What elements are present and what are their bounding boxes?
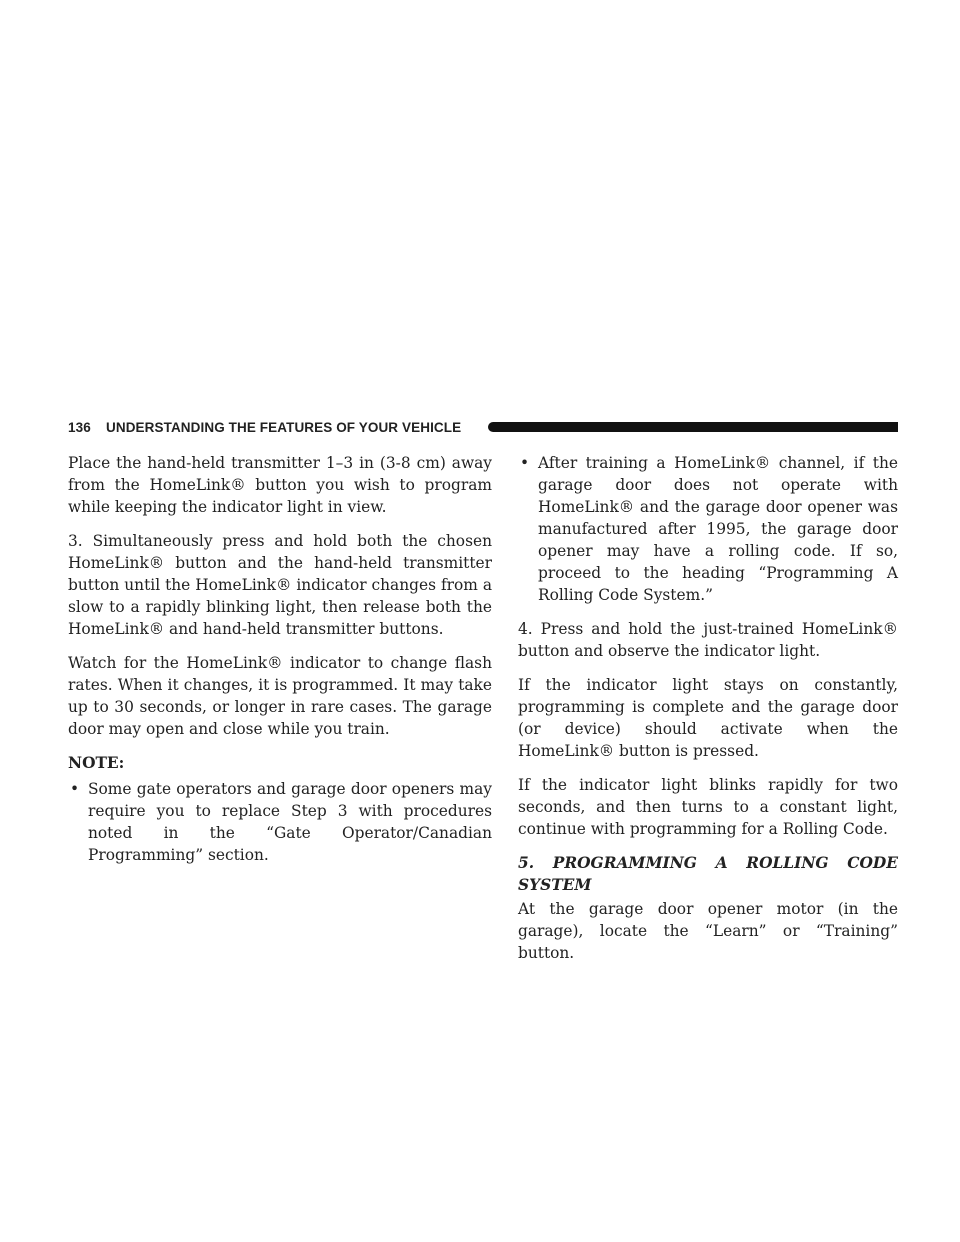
paragraph-step-3: 3. Simultaneously press and hold both the chosen HomeLink® button and the hand-held transmitter button until the HomeLink® indicator changes from a slow to a rapidly blinking light, then release both the HomeLink® and hand-held transmitter buttons. <box>68 532 492 638</box>
paragraph-transmitter-placement: Place the hand-held transmitter 1–3 in (3-8 cm) away from the HomeLink® button you wish to program while keeping the indicator light in view. <box>68 454 492 516</box>
right-column <box>518 452 898 976</box>
bullet-text: Some gate operators and garage door openers may require you to replace Step 3 with procedures noted in the “Gate Operator/Canadian Programming” section. <box>88 780 492 864</box>
note-bullet-item <box>518 452 898 606</box>
header-rule <box>488 422 898 432</box>
left-column <box>68 452 492 878</box>
page-number: 136 <box>68 420 91 435</box>
paragraph-learn-button: At the garage door opener motor (in the garage), locate the “Learn” or “Training” button. <box>518 900 898 962</box>
section-heading-rolling-code: 5. PROGRAMMING A ROLLING CODE SYSTEM <box>518 854 898 894</box>
paragraph-step-4: 4. Press and hold the just-trained HomeLink® button and observe the indicator light. <box>518 620 898 660</box>
note-bullet-item <box>68 778 492 866</box>
bullet-icon: • <box>520 454 530 472</box>
paragraph-flash-rates: Watch for the HomeLink® indicator to change flash rates. When it changes, it is programmed. It may take up to 30 seconds, or longer in rare cases. The garage door may open and close while you train. <box>68 654 492 738</box>
section-title: UNDERSTANDING THE FEATURES OF YOUR VEHICLE <box>106 420 462 435</box>
page-header <box>68 418 898 438</box>
paragraph-blinking-light: If the indicator light blinks rapidly for two seconds, and then turns to a constant light, continue with programming for a Rolling Code. <box>518 776 898 838</box>
note-label: NOTE: <box>68 754 125 772</box>
bullet-text: After training a HomeLink® channel, if the garage door does not operate with HomeLink® and the garage door opener was manufactured after 1995, the garage door opener may have a rolling code. If so, proceed to the heading “Programming A Rolling Code System.” <box>538 454 898 604</box>
paragraph-constant-light: If the indicator light stays on constantly, programming is complete and the garage door (or device) should activate when the HomeLink® button is pressed. <box>518 676 898 760</box>
bullet-icon: • <box>70 780 80 798</box>
